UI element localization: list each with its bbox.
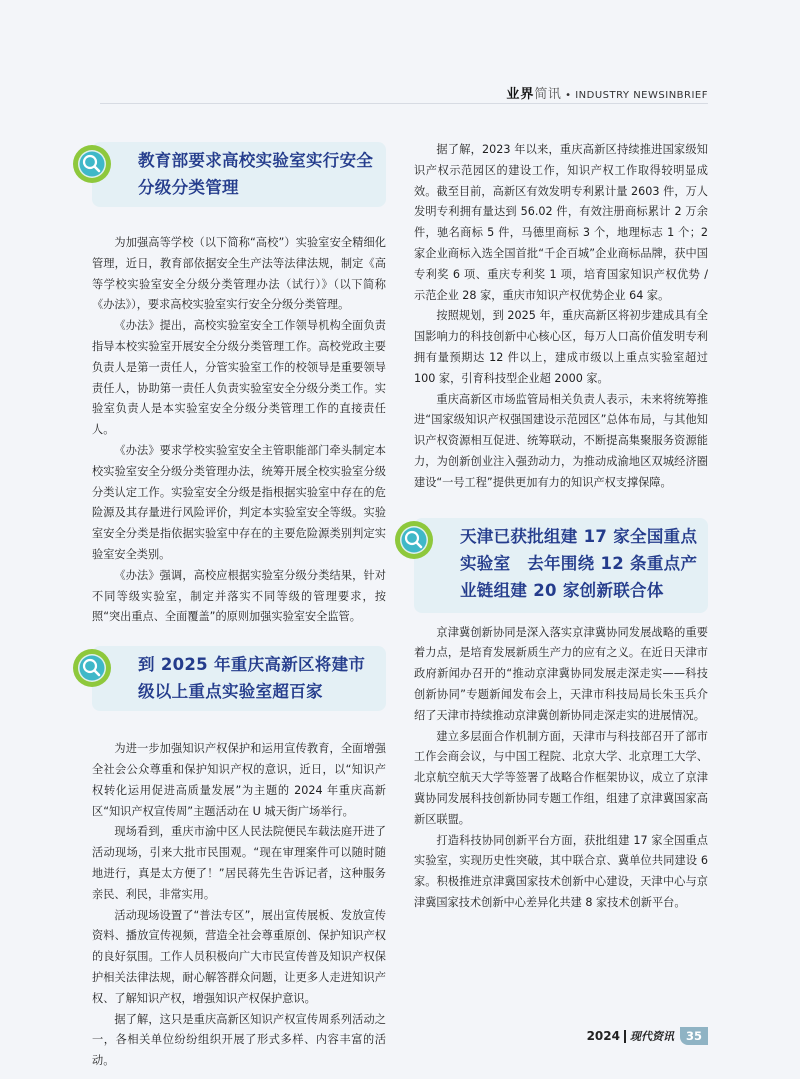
page-number: 35 bbox=[680, 1027, 708, 1045]
article-paragraph: 据了解，2023 年以来，重庆高新区持续推进国家级知识产权示范园区的建设工作，知识产权工作取得较明显成效。截至目前，高新区有效发明专利累计量 2603 件，万人发明专利拥有量达到 56.02 件，有效注册商标累计 2 万余件，驰名商标 5 件，马德里商标 3 个，地理标志 1 个；2 家企业商标入选全国首批“千企百城”企业商标品牌，获中国专利奖 6 项、重庆专利奖 1 项，培育国家知识产权优势 / 示范企业 28 家，重庆市知识产权优势企业 64 家。 bbox=[414, 143, 708, 302]
article-paragraph: 现场看到，重庆市渝中区人民法院便民车载法庭开进了活动现场，引来大批市民围观。“现在审理案件可以随时随地进行，真是太方便了！”居民蒋先生告诉记者，这种服务亲民、利民，非常实用。 bbox=[92, 825, 386, 901]
article-paragraph: 建立多层面合作机制方面，天津市与科技部召开了部市工作会商会议，与中国工程院、北京大学、北京理工大学、北京航空航天大学等签署了战略合作框架协议，成立了京津冀协同发展科技创新协同专题工作组，组建了京津冀国家高新区联盟。 bbox=[414, 729, 708, 826]
article-title-box bbox=[92, 142, 386, 207]
article-paragraph: 京津冀创新协同是深入落实京津冀协同发展战略的重要着力点，是培育发展新质生产力的应有之义。在近日天津市政府新闻办召开的“推动京津冀协同发展走深走实——科技创新协同”专题新闻发布会上，天津市科技局局长朱玉兵介绍了天津市持续推动京津冀创新协同走深走实的进展情况。 bbox=[414, 625, 708, 722]
article-paragraph: 活动现场设置了“普法专区”，展出宣传展板、发放宣传资料、播放宣传视频，营造全社会尊重原创、保护知识产权的良好氛围。工作人员积极向广大市民宣传普及知识产权保护相关法律法规，耐心解答群众问题，让更多人走进知识产权、了解知识产权，增强知识产权保护意识。 bbox=[92, 908, 386, 1005]
section-header bbox=[506, 83, 708, 102]
footer-magazine-name: 现代资讯 bbox=[629, 1030, 674, 1043]
footer-year: 2024 bbox=[586, 1029, 620, 1043]
article-paragraph: 《办法》强调，高校应根据实验室分级分类结果，针对不同等级实验室，制定并落实不同等级的管理要求，按照“突出重点、全面覆盖”的原则加强实验室安全监管。 bbox=[92, 568, 386, 624]
section-separator: • bbox=[561, 90, 576, 101]
section-title-light: 简讯 bbox=[534, 87, 562, 102]
article-paragraph: 据了解，这只是重庆高新区知识产权宣传周系列活动之一，各相关单位纷纷组织开展了形式多样、内容丰富的活动。 bbox=[92, 1012, 386, 1068]
header-divider bbox=[100, 103, 708, 104]
article-title: 到 2025 年重庆高新区将建市级以上重点实验室超百家 bbox=[138, 655, 366, 702]
article-title-box bbox=[92, 646, 386, 711]
article-paragraph: 按照规划，到 2025 年，重庆高新区将初步建成具有全国影响力的科技创新中心核心区，每万人口高价值发明专利拥有量预期达 12 件以上，建成市级以上重点实验室超过 100 家，引育科技型企业超 2000 家。 bbox=[414, 309, 708, 385]
magnifier-icon bbox=[394, 520, 434, 560]
article-title-box bbox=[414, 518, 708, 613]
page-footer bbox=[587, 1027, 708, 1045]
article-paragraph: 重庆高新区市场监管局相关负责人表示，未来将统筹推进“国家级知识产权强国建设示范园区”总体布局，与其他知识产权资源相互促进、统筹联动，不断提高集聚服务资源能力，为创新创业注入强劲动力，为推动成渝地区双城经济圈建设“一号工程”提供更加有力的知识产权支撑保障。 bbox=[414, 392, 708, 489]
article-title: 天津已获批组建 17 家全国重点实验室 去年围绕 12 条重点产业链组建 20 家创新联合体 bbox=[460, 526, 698, 600]
section-title-en: INDUSTRY NEWSINBRIEF bbox=[575, 90, 708, 101]
article-paragraph: 《办法》要求学校实验室安全主管职能部门牵头制定本校实验室安全分级分类管理办法，统筹开展全校实验室分级分类认定工作。实验室安全分级是指根据实验室中存在的危险源及其存量进行风险评价，判定本实验室安全等级。实验室安全分类是指依据实验室中存在的主要危险源类别判定实验室安全类别。 bbox=[92, 443, 386, 561]
magnifier-icon bbox=[72, 648, 112, 688]
section-title: 业界 bbox=[506, 87, 535, 102]
article-paragraph: 为加强高等学校（以下简称“高校”）实验室安全精细化管理，近日，教育部依据安全生产法等法律法规，制定《高等学校实验室安全分级分类管理办法（试行）》（以下简称《办法》），要求高校实验室实行安全分级分类管理。 bbox=[92, 236, 386, 312]
article-paragraph: 《办法》提出，高校实验室安全工作领导机构全面负责指导本校实验室开展安全分级分类管理工作。高校党政主要负责人是第一责任人，分管实验室工作的校领导是重要领导责任人，协助第一责任人负责实验室安全分级分类工作。实验室负责人是本实验室安全分级分类管理工作的直接责任人。 bbox=[92, 319, 386, 437]
left-column bbox=[92, 140, 386, 1072]
article-paragraph: 打造科技协同创新平台方面，获批组建 17 家全国重点实验室，实现历史性突破，其中联合京、冀单位共同建设 6 家。积极推进京津冀国家技术创新中心建设，天津中心与京津冀国家技术创新中心差异化共建 8 家技术创新平台。 bbox=[414, 833, 708, 909]
right-column bbox=[414, 140, 708, 914]
article-paragraph: 为进一步加强知识产权保护和运用宣传教育，全面增强全社会公众尊重和保护知识产权的意识，近日，以“知识产权转化运用促进高质量发展”为主题的 2024 年重庆高新区“知识产权宣传周”主题活动在 U 城天街广场举行。 bbox=[92, 742, 386, 818]
top-band bbox=[0, 0, 800, 56]
article-title: 教育部要求高校实验室实行安全分级分类管理 bbox=[138, 151, 374, 197]
footer-separator bbox=[624, 1030, 626, 1043]
magnifier-icon bbox=[72, 144, 112, 184]
